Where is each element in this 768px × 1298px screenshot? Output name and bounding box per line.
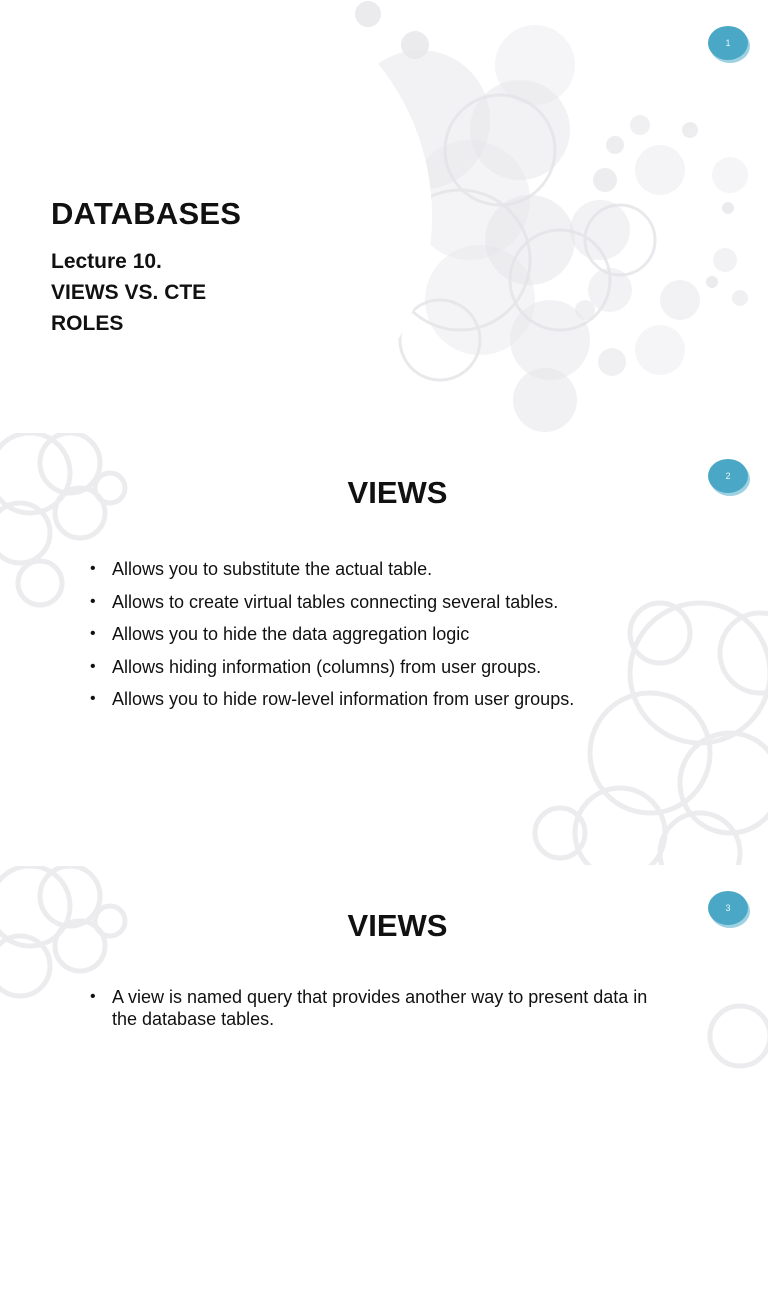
bullet-item: • Allows hiding information (columns) from user groups. (90, 651, 690, 684)
subtitle-line: Lecture 10. (51, 250, 162, 273)
bullet-item: • Allows you to substitute the actual table. (90, 553, 690, 586)
slide-number: 1 (725, 38, 731, 48)
slide-title: VIEWS (347, 908, 448, 943)
slide-title: VIEWS (347, 475, 448, 510)
bullet-item: • Allows you to hide the data aggregation logic (90, 618, 690, 651)
bullet-item: • Allows to create virtual tables connecting several tables. (90, 586, 690, 619)
presentation-title: DATABASES (51, 196, 242, 231)
bullet-list (90, 553, 690, 716)
bullet-item: • A view is named query that provides another way to present data in the database tables. (90, 986, 652, 1030)
bullet-item: • Allows you to hide row-level information from user groups. (90, 683, 690, 716)
slide-2 (0, 433, 768, 865)
slide-3 (0, 866, 768, 1298)
slide-1 (0, 0, 768, 432)
slide-number: 2 (725, 471, 731, 481)
slide-number: 3 (725, 903, 731, 913)
subtitle-line: ROLES (51, 312, 124, 335)
subtitle-line: VIEWS VS. CTE (51, 281, 207, 304)
bullet-list (90, 986, 690, 1030)
presentation-subtitle (51, 246, 206, 339)
slide-number-badge (706, 23, 750, 63)
